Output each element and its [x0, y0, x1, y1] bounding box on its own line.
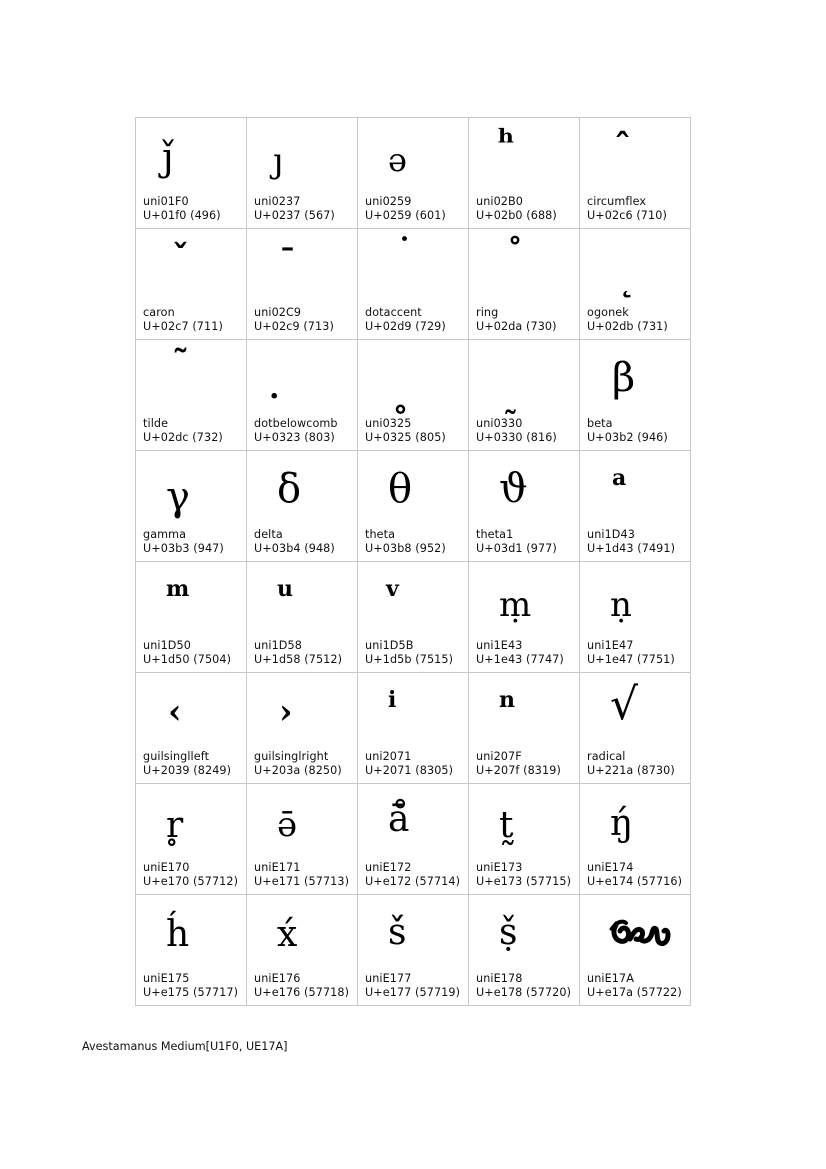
glyph-cell: [247, 562, 358, 673]
glyph-preview: √: [610, 679, 639, 730]
glyph-cell: [136, 118, 247, 229]
glyph-name: theta: [365, 528, 396, 541]
glyph-cell: [580, 118, 691, 229]
glyph-cell: [469, 340, 580, 451]
glyph-name: uni207F: [476, 750, 522, 763]
glyph-code: U+1d43 (7491): [587, 542, 676, 555]
glyph-preview: ˙: [396, 232, 413, 272]
glyph-cell: [136, 673, 247, 784]
glyph-preview: ŋ́: [610, 803, 634, 844]
glyph-preview: ṃ: [499, 585, 532, 625]
glyph-code: U+e17a (57722): [587, 986, 682, 999]
glyph-preview: ə: [388, 141, 407, 179]
glyph-cell: [358, 673, 469, 784]
glyph-code: U+0259 (601): [365, 209, 446, 222]
glyph-preview: ˚: [507, 234, 523, 272]
glyph-cell: [358, 784, 469, 895]
glyph-preview: n: [499, 687, 515, 713]
glyph-preview: m: [166, 576, 190, 602]
glyph-cell: [136, 784, 247, 895]
glyph-cell: [358, 229, 469, 340]
glyph-preview: δ: [277, 466, 302, 512]
glyph-code: U+0323 (803): [254, 431, 335, 444]
glyph-preview: x́: [277, 914, 298, 955]
glyph-code: U+e178 (57720): [476, 986, 572, 999]
glyph-name: guilsinglleft: [143, 750, 210, 763]
glyph-cell: [580, 895, 691, 1006]
glyph-preview: ‹: [168, 692, 182, 732]
glyph-name: uni1E43: [476, 639, 523, 652]
glyph-cell: [580, 784, 691, 895]
font-caption: Avestamanus Medium[U1F0, UE17A]: [82, 1040, 288, 1053]
glyph-cell: [580, 562, 691, 673]
glyph-cell: [469, 784, 580, 895]
glyph-name: uniE173: [476, 861, 523, 874]
glyph-preview: š́: [388, 912, 407, 953]
glyph-cell: [358, 451, 469, 562]
glyph-preview: ˉ: [279, 242, 296, 282]
glyph-name: uniE171: [254, 861, 301, 874]
glyph-name: uni0237: [254, 195, 301, 208]
glyph-cell: [247, 118, 358, 229]
glyph-preview: ˷: [503, 381, 518, 416]
glyph-cell: [247, 673, 358, 784]
glyph-preview: ˇ: [172, 238, 189, 278]
glyph-cell: [580, 229, 691, 340]
glyph-preview: θ: [388, 466, 413, 512]
glyph-code: U+2071 (8305): [365, 764, 454, 777]
glyph-name: uni0325: [365, 417, 412, 430]
glyph-code: U+e175 (57717): [143, 986, 239, 999]
glyph-preview: ˛: [618, 260, 635, 300]
glyph-preview: v: [386, 576, 399, 602]
glyph-code: U+02c9 (713): [254, 320, 334, 333]
glyph-cell: [358, 562, 469, 673]
glyph-name: uni0330: [476, 417, 523, 430]
glyph-preview: u: [277, 576, 293, 602]
glyph-code: U+02dc (732): [143, 431, 223, 444]
glyph-name: uni1D43: [587, 528, 635, 541]
glyph-code: U+e172 (57714): [365, 875, 461, 888]
glyph-name: caron: [143, 306, 175, 319]
glyph-preview: ϑ: [499, 466, 528, 512]
glyph-code: U+02da (730): [476, 320, 557, 333]
glyph-cell: [580, 451, 691, 562]
glyph-preview: a: [612, 465, 627, 491]
glyph-preview: ǰ: [162, 135, 175, 179]
glyph-preview: ṇ: [610, 585, 632, 625]
glyph-code: U+03b4 (948): [254, 542, 335, 555]
glyph-cell: [358, 895, 469, 1006]
glyph-code: U+0237 (567): [254, 209, 335, 222]
glyph-name: theta1: [476, 528, 514, 541]
glyph-cell: [136, 340, 247, 451]
glyph-name: uniE174: [587, 861, 634, 874]
glyph-preview: ə̄: [277, 805, 298, 845]
glyph-preview: ṣ̌: [499, 912, 518, 953]
glyph-cell: [469, 451, 580, 562]
glyph-code: U+2039 (8249): [143, 764, 232, 777]
avestan-ligature-glyph: [580, 895, 690, 971]
glyph-code: U+02b0 (688): [476, 209, 557, 222]
glyph-preview: t̰: [499, 805, 514, 846]
glyph-code: U+1d5b (7515): [365, 653, 454, 666]
glyph-code: U+1e43 (7747): [476, 653, 564, 666]
glyph-name: dotbelowcomb: [254, 417, 338, 430]
glyph-cell: [247, 451, 358, 562]
glyph-preview: ȷ: [273, 141, 284, 181]
glyph-preview: ˜: [172, 343, 189, 383]
glyph-cell: [136, 451, 247, 562]
glyph-cell: [247, 229, 358, 340]
glyph-preview: β: [612, 355, 636, 401]
glyph-name: uni02B0: [476, 195, 524, 208]
glyph-preview: .: [269, 371, 280, 406]
glyph-name: guilsinglright: [254, 750, 329, 763]
glyph-code: U+03b2 (946): [587, 431, 668, 444]
glyph-name: dotaccent: [365, 306, 422, 319]
glyph-cell: [136, 562, 247, 673]
glyph-name: ring: [476, 306, 499, 319]
glyph-name: gamma: [143, 528, 187, 541]
glyph-name: uni1D58: [254, 639, 302, 652]
glyph-code: U+221a (8730): [587, 764, 675, 777]
glyph-cell: [469, 229, 580, 340]
glyph-code: U+e171 (57713): [254, 875, 350, 888]
glyph-name: uniE178: [476, 972, 523, 985]
glyph-cell: [136, 895, 247, 1006]
glyph-preview: i: [388, 687, 397, 713]
glyph-code: U+02c6 (710): [587, 209, 667, 222]
glyph-name: uni1D50: [143, 639, 191, 652]
glyph-cell: [358, 118, 469, 229]
glyph-preview: ā̊: [388, 799, 410, 840]
glyph-name: uniE175: [143, 972, 190, 985]
glyph-name: radical: [587, 750, 626, 763]
glyph-cell: [247, 784, 358, 895]
glyph-code: U+203a (8250): [254, 764, 342, 777]
glyph-name: uniE17A: [587, 972, 634, 985]
glyph-code: U+0330 (816): [476, 431, 557, 444]
glyph-name: uni2071: [365, 750, 412, 763]
glyph-preview: ˆ: [614, 127, 631, 167]
glyph-code: U+e173 (57715): [476, 875, 572, 888]
glyph-name: uni01F0: [143, 195, 189, 208]
glyph-name: delta: [254, 528, 283, 541]
glyph-preview: ʰ: [497, 123, 515, 163]
glyph-table: [135, 117, 691, 1006]
glyph-cell: [358, 340, 469, 451]
glyph-name: uni1E47: [587, 639, 634, 652]
glyph-code: U+e176 (57718): [254, 986, 350, 999]
glyph-cell: [469, 895, 580, 1006]
glyph-name: uniE176: [254, 972, 301, 985]
glyph-cell: [580, 673, 691, 784]
glyph-name: beta: [587, 417, 613, 430]
glyph-code: U+e177 (57719): [365, 986, 461, 999]
glyph-preview: r̥: [166, 805, 184, 846]
glyph-code: U+1d50 (7504): [143, 653, 232, 666]
glyph-cell: [580, 340, 691, 451]
glyph-name: ogonek: [587, 306, 629, 319]
glyph-name: tilde: [143, 417, 169, 430]
glyph-code: U+03b3 (947): [143, 542, 224, 555]
glyph-cell: [247, 340, 358, 451]
glyph-code: U+03d1 (977): [476, 542, 557, 555]
glyph-code: U+207f (8319): [476, 764, 561, 777]
glyph-code: U+1d58 (7512): [254, 653, 343, 666]
glyph-code: U+02d9 (729): [365, 320, 446, 333]
glyph-preview: ›: [279, 692, 293, 732]
glyph-name: uniE177: [365, 972, 412, 985]
glyph-name: circumflex: [587, 195, 647, 208]
glyph-cell: [247, 895, 358, 1006]
glyph-preview: h́: [166, 914, 190, 955]
glyph-code: U+0325 (805): [365, 431, 446, 444]
glyph-cell: [469, 673, 580, 784]
glyph-preview: γ: [166, 474, 190, 520]
glyph-code: U+01f0 (496): [143, 209, 221, 222]
glyph-name: uniE172: [365, 861, 412, 874]
glyph-code: U+1e47 (7751): [587, 653, 675, 666]
glyph-name: uni1D5B: [365, 639, 414, 652]
glyph-cell: [136, 229, 247, 340]
glyph-name: uni02C9: [254, 306, 302, 319]
glyph-code: U+e174 (57716): [587, 875, 683, 888]
glyph-code: U+02db (731): [587, 320, 668, 333]
glyph-name: uni0259: [365, 195, 412, 208]
glyph-code: U+e170 (57712): [143, 875, 239, 888]
glyph-cell: [469, 118, 580, 229]
glyph-preview: ˳: [392, 375, 409, 415]
glyph-code: U+02c7 (711): [143, 320, 223, 333]
glyph-name: uniE170: [143, 861, 190, 874]
glyph-code: U+03b8 (952): [365, 542, 446, 555]
glyph-cell: [469, 562, 580, 673]
